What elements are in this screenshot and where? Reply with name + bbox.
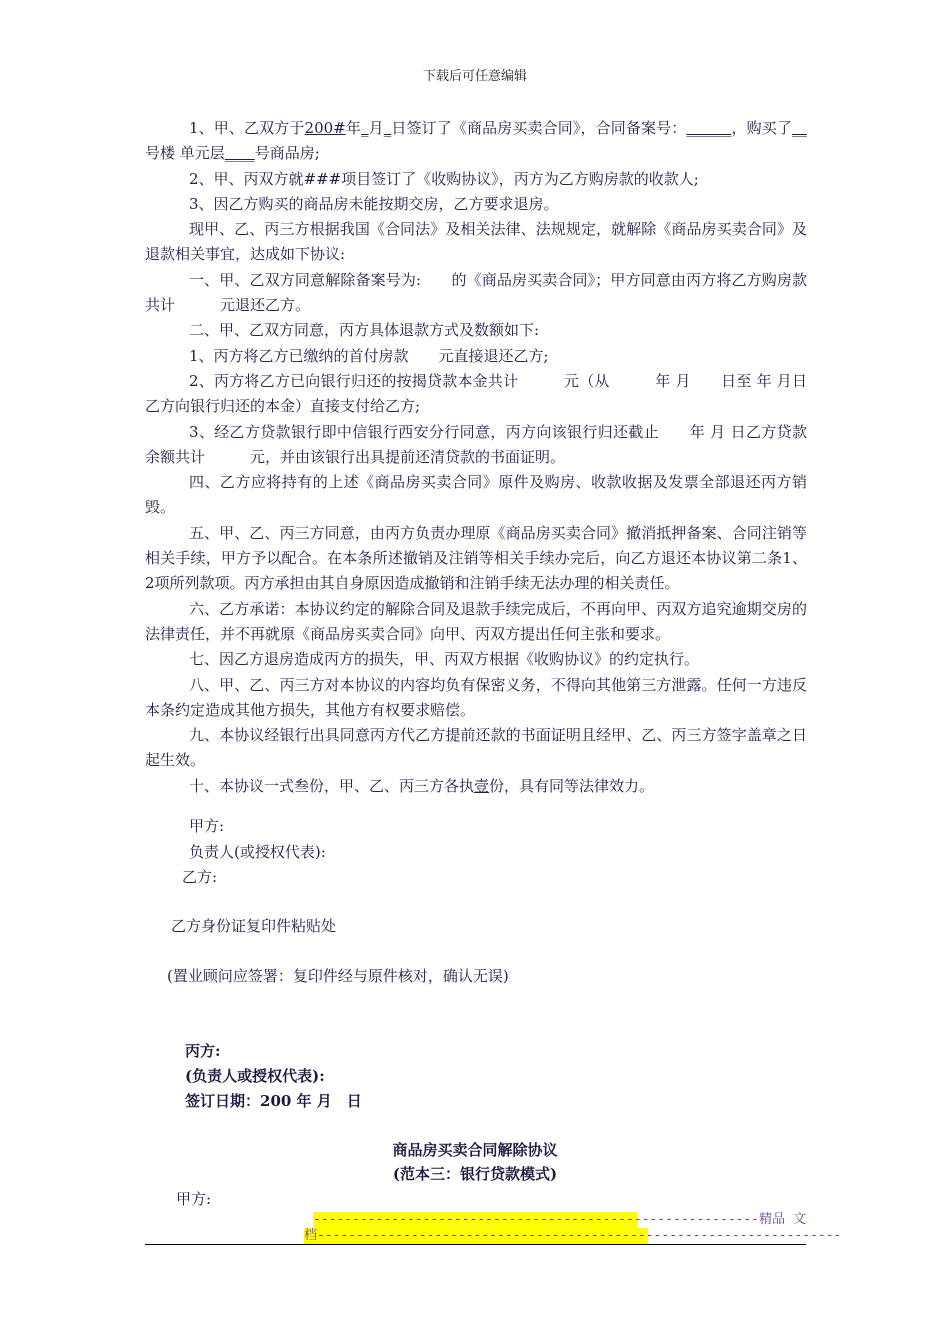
footer-watermark-line-1: ---------------------------------------------------------精品 文	[313, 1212, 806, 1227]
article-2-item-2: 2、丙方将乙方已向银行归还的按揭贷款本金共计 元（从 年 月 日至 年 月日乙方向银行归还的本金）直接支付给乙方;	[145, 371, 807, 416]
consultant-note: (置业顾问应签署：复印件经与原件核对，确认无误)	[167, 967, 509, 985]
next-document-title: 商品房买卖合同解除协议	[392, 1141, 558, 1159]
clause-1: 1、甲、乙双方于200#年_月_日签订了《商品房买卖合同》，合同备案号：______，购买了__号楼 单元层____号商品房;	[145, 119, 807, 163]
clause-2: 2、甲、丙双方就###项目签订了《收购协议》，丙方为乙方购房款的收款人;	[189, 169, 699, 188]
clause-3: 3、因乙方购买的商品房未能按期交房，乙方要求退房。	[189, 194, 559, 213]
signing-date: 签订日期：200 年 月 日	[185, 1092, 362, 1110]
party-c-label: 丙方:	[185, 1042, 221, 1060]
article-5: 五、甲、乙、丙三方同意，由丙方负责办理原《商品房买卖合同》撤消抵押备案、合同注销等相关手续，甲方予以配合。在本条所述撤销及注销等相关手续办完后，向乙方退还本协议第二条1、2项所列款项。丙方承担由其自身原因造成撤销和注销手续无法办理的相关责任。	[145, 523, 807, 593]
id-copy-placeholder: 乙方身份证复印件粘贴处	[171, 917, 337, 935]
party-a-label: 甲方:	[189, 817, 225, 835]
party-b-label: 乙方:	[182, 868, 218, 886]
article-4: 四、乙方应将持有的上述《商品房买卖合同》原件及购房、收款收据及发票全部退还丙方销毁。	[145, 473, 807, 517]
next-party-a-label: 甲方:	[176, 1190, 212, 1208]
article-2-item-1: 1、丙方将乙方已缴纳的首付房款 元直接退还乙方;	[189, 346, 549, 365]
agreement-body	[145, 116, 807, 799]
article-7: 七、因乙方退房造成丙方的损失，甲、丙双方根据《收购协议》的约定执行。	[189, 650, 700, 669]
article-2: 二、甲、乙双方同意，丙方具体退款方式及数额如下:	[189, 321, 540, 340]
filing-number-field: ______	[686, 119, 732, 137]
article-2-item-3: 3、经乙方贷款银行即中信银行西安分行同意，丙方向该银行归还截止 年 月 日乙方贷款余额共计 元，并由该银行出具提前还清贷款的书面证明。	[145, 422, 807, 466]
intro-paragraph: 现甲、乙、丙三方根据我国《合同法》及相关法律、法规规定，就解除《商品房买卖合同》及退款相关事宜，达成如下协议:	[145, 220, 807, 264]
next-document-subtitle: (范本三：银行贷款模式)	[392, 1165, 558, 1183]
article-8: 八、甲、乙、丙三方对本协议的内容均负有保密义务，不得向其他第三方泄露。任何一方违反本条约定造成其他方损失，其他方有权要求赔偿。	[145, 675, 807, 719]
party-c-representative: (负责人或授权代表):	[185, 1067, 325, 1085]
article-1: 一、甲、乙双方同意解除备案号为: 的《商品房买卖合同》；甲方同意由丙方将乙方购房款共计 元退还乙方。	[145, 270, 807, 315]
article-9: 九、本协议经银行出具同意丙方代乙方提前还款的书面证明且经甲、乙、丙三方签字盖章之日起生效。	[145, 726, 807, 770]
year-field: 200#	[304, 119, 346, 137]
page-header: 下载后可任意编辑	[422, 69, 527, 84]
party-a-representative: 负责人(或授权代表):	[189, 843, 326, 861]
footer-watermark-line-2: 档-------------------------------------------------------------------	[304, 1228, 842, 1243]
footer-divider	[145, 1244, 806, 1245]
article-10: 十、本协议一式叁份，甲、乙、丙三方各执壹份，具有同等法律效力。	[189, 776, 655, 795]
article-6: 六、乙方承诺：本协议约定的解除合同及退款手续完成后，不再向甲、丙双方追究逾期交房的法律责任，并不再就原《商品房买卖合同》向甲、丙双方提出任何主张和要求。	[145, 599, 807, 643]
